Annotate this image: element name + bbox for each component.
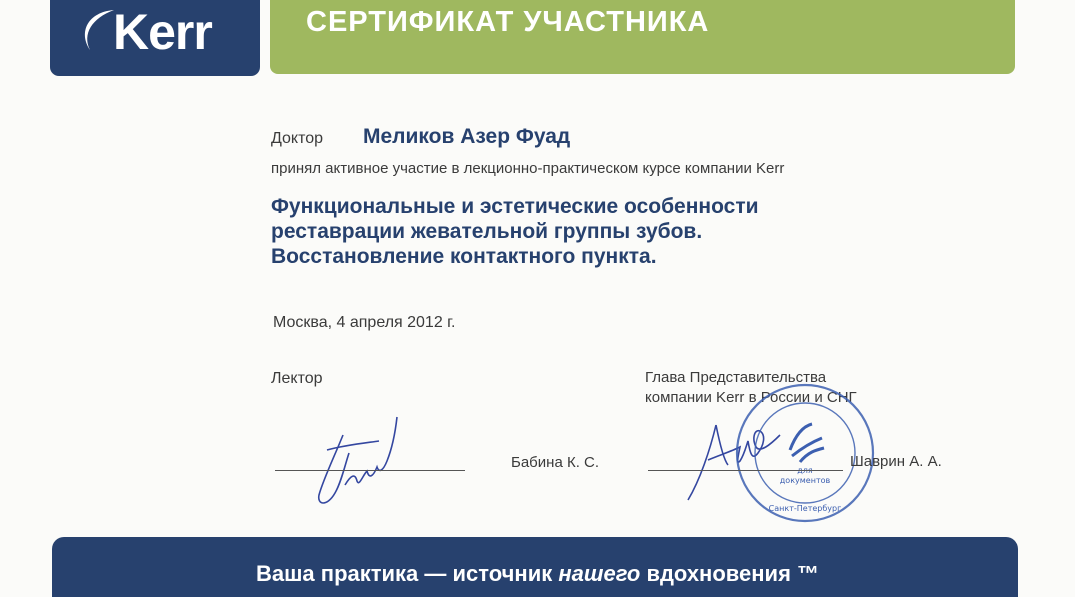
footer-slogan-start: Ваша практика — источник	[255, 561, 559, 586]
kerr-logo-text: Kerr	[113, 4, 212, 60]
lecturer-label: Лектор	[271, 370, 323, 387]
head-signature-line	[648, 470, 843, 471]
course-title-line: Восстановление контактного пункта.	[271, 245, 657, 268]
participant-name: Меликов Азер Фуад	[363, 125, 571, 148]
footer-slogan-end: вдохновения ™	[640, 561, 820, 586]
date-location: Москва, 4 апреля 2012 г.	[273, 314, 456, 331]
svg-text:Санкт-Петербург: Санкт-Петербург	[768, 504, 842, 513]
course-title-line: реставрации жевательной группы зубов.	[271, 220, 703, 243]
svg-text:документов: документов	[779, 476, 831, 485]
lecturer-signature-line	[275, 470, 465, 471]
head-name: Шаврин А. А.	[850, 453, 942, 470]
head-label-line: Глава Представительства	[645, 369, 827, 386]
doctor-label: Доктор	[271, 130, 324, 147]
lecturer-name: Бабина К. С.	[511, 454, 600, 471]
footer-slogan-emphasis: нашего	[558, 561, 641, 586]
certificate-title: СЕРТИФИКАТ УЧАСТНИКА	[306, 6, 710, 38]
footer-slogan	[0, 561, 1075, 587]
participation-text: принял активное участие в лекционно-практическом курсе компании Kerr	[271, 160, 785, 177]
course-title-line: Функциональные и эстетические особенности	[271, 195, 759, 218]
lecturer-signature	[305, 395, 415, 510]
course-title	[271, 194, 759, 269]
head-label-line: компании Kerr в России и СНГ	[645, 389, 857, 406]
